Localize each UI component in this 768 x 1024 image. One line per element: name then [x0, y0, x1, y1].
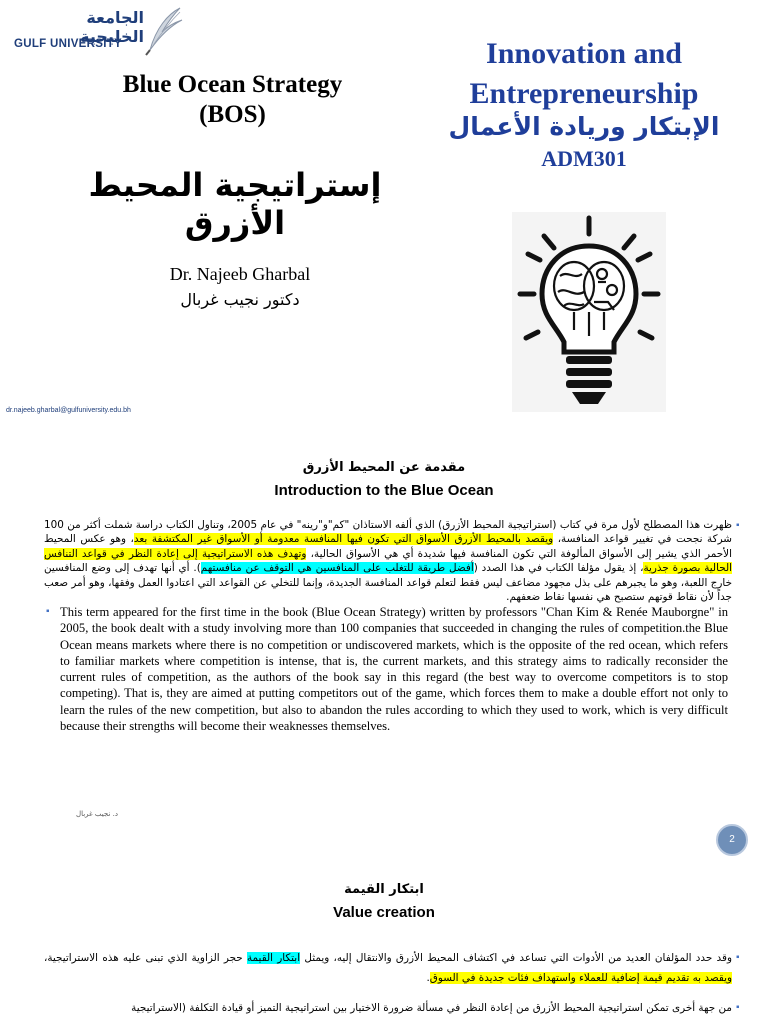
- highlighted-text: ويقصد بالمحيط الأزرق الأسواق التي تكون فيها المنافسة معدومة أو الأسواق غير المكتشفة بعد: [133, 533, 554, 546]
- logo-arabic-text: الجامعة الخليجية: [80, 8, 144, 46]
- highlighted-text: وتهدف هذه الاستراتيجية إلى إعادة النظر في قواعد التنافس الحالية بصورة جذرية: [44, 547, 732, 575]
- author-email: dr.najeeb.gharbal@gulfuniversity.edu.bh: [6, 407, 131, 414]
- arabic-paragraph: [44, 948, 732, 988]
- text-run: ظهرت هذا المصطلح لأول مرة في كتاب (استراتيجية المحيط الأزرق) الذي ألفه الاستاذان "كم"و"رينه" في عام 2005، وتناول الكتاب دراسة شملت أكثر من 100 شركة نجحت في تغيير قواعد المنافسة،: [44, 519, 733, 546]
- slide-title: Introduction to the Blue Ocean: [274, 482, 494, 499]
- text-run: حجر الزاوية الذي تبنى عليه هذه الاستراتيجية،: [44, 952, 247, 964]
- slide-title: Value creation: [333, 904, 435, 921]
- text-run: ). أي أنها تهدف إلى وضع المنافسين خارج اللعبة، وهو ما يجبرهم على بذل مجهود مضاعف ليس فقط لتعلم قواعد المنافسة الجديدة، وإنما للتخلي عن القواعد التي اعتادوا العمل وفقها، وهو أمر صعب جداً لأن نقاط قوتهم ستصبح هي نفسها نقاط ضعفهم.: [44, 562, 732, 604]
- highlighted-text: ابتكار القيمة: [246, 952, 301, 964]
- bullet-square-icon: ▪: [736, 1002, 740, 1013]
- text-run: ، وهو عكس المحيط الأحمر الذي يشير إلى الأسواق المألوفة التي تكون المنافسة فيها شديدة أي هي الأسواق الحالية،: [44, 533, 732, 560]
- intro-slide: [0, 440, 768, 860]
- page-number-badge: 2: [716, 824, 748, 856]
- text-run: ، إذ يقول مؤلفا الكتاب في هذا الصدد (: [473, 562, 644, 575]
- course-title-line-1: Innovation and: [486, 37, 682, 70]
- title-line-2: (BOS): [199, 101, 266, 128]
- course-code: ADM301: [541, 146, 627, 171]
- bullet-square-icon: ▪: [736, 520, 740, 531]
- slide-title-arabic: مقدمة عن المحيط الأزرق: [302, 460, 466, 475]
- presentation-title-arabic: إستراتيجية المحيط الأزرق: [88, 166, 382, 242]
- title-slide: [0, 0, 768, 430]
- bullet-square-icon: ▪: [736, 952, 740, 963]
- highlighted-text: أفضل طريقة للتغلب على المنافسين هي التوقف عن منافستهم: [200, 562, 474, 575]
- author-name: Dr. Najeeb Gharbal: [169, 264, 311, 284]
- bullet-square-icon: ▪: [46, 606, 50, 617]
- english-paragraph: This term appeared for the first time in the book (Blue Ocean Strategy) written by professors "Chan Kim & Renée Mauborgne" in 2005, the book dealt with a study involving more than 100 companies that succeeded in changing the rules of competition.the Blue Ocean means markets where there is no competition or undiscovered markets, which is the opposite of the red ocean, which refers to familiar markets where competition is intense, that is, the current markets, and this strategy aims to radically reconsider the current rules of competition, as the authors of the book say in this regard (the best way to overcome competitors is to stop competing). That is, they are aimed at putting competitors out of the game, which forces them to make a double effort not only to learn the rules of the new competition, but also to abandon the rules according to which they used to work, which is very difficult because their strengths will become their weaknesses themselves.: [60, 605, 728, 734]
- course-title-line-2: Entrepreneurship: [469, 77, 699, 110]
- arabic-paragraph: [44, 518, 732, 604]
- gulf-university-logo: [6, 6, 181, 56]
- arabic-paragraph: من جهة أخرى تمكن استراتيجية المحيط الأزرق من إعادة النظر في مسألة ضرورة الاختيار بين استراتيجية التميز أو قيادة التكلفة (الاستراتيجية: [131, 1002, 732, 1014]
- presentation-title: [80, 70, 385, 130]
- highlighted-text: ويقصد به تقديم قيمة إضافية للعملاء واستهداف فئات جديدة في السوق: [429, 972, 732, 984]
- course-title-arabic: الإبتكار وريادة الأعمال: [448, 112, 720, 141]
- quill-logo-icon: [142, 6, 184, 56]
- footer-author: د. نجيب غربال: [76, 810, 118, 818]
- author-name-arabic: دكتور نجيب غربال: [180, 290, 300, 309]
- course-title: [448, 34, 720, 114]
- slide-title-arabic: ابتكار القيمة: [344, 882, 424, 897]
- lightbulb-brain-icon: [512, 212, 666, 412]
- value-creation-slide: [0, 876, 768, 1024]
- text-run: وقد حدد المؤلفان العديد من الأدوات التي تساعد في اكتشاف المحيط الأزرق والانتقال إليه، ويمثل: [300, 952, 732, 964]
- title-line-1: Blue Ocean Strategy: [122, 71, 343, 98]
- logo-english-text: GULF UNIVERSITY: [14, 38, 123, 50]
- text-run: .: [426, 972, 430, 984]
